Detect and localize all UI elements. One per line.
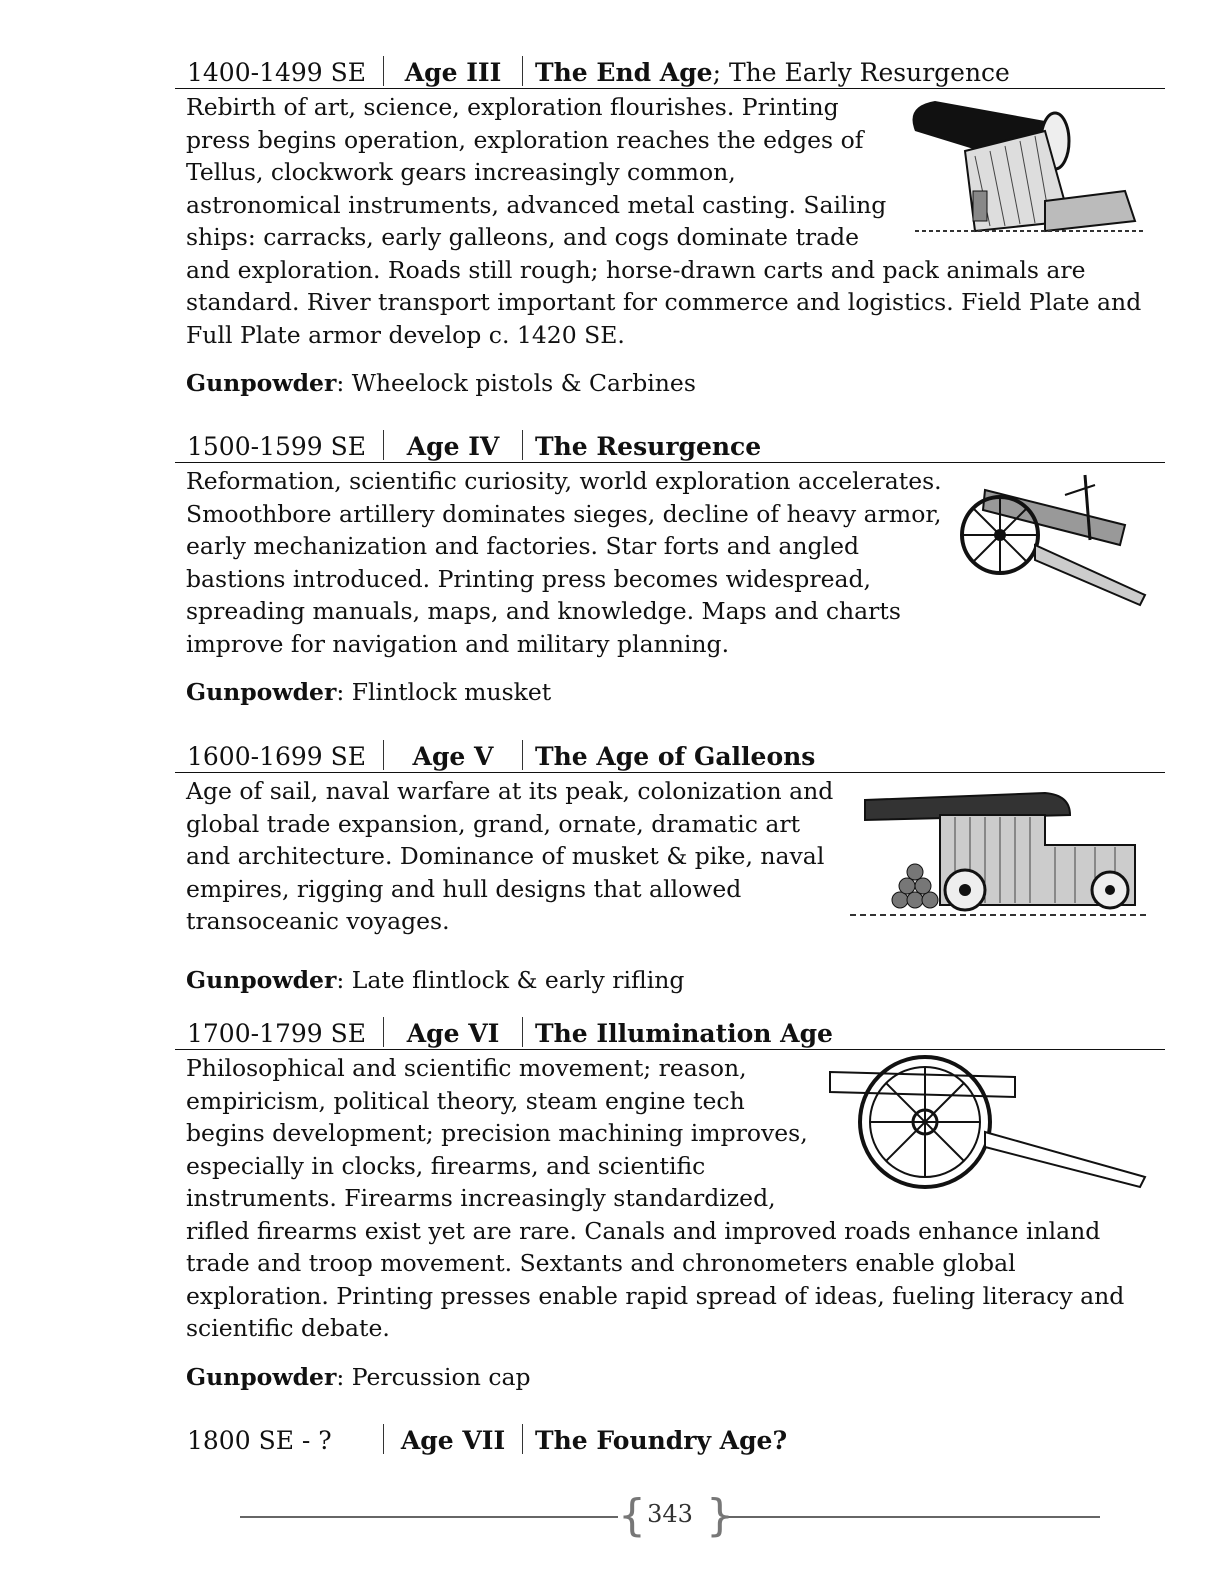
age-vii-section xyxy=(175,1424,1165,1456)
age-description: Age of sail, naval warfare at its peak, colonization and global trade expansion, grand, ornate, dramatic art and architecture. Dominance of musket & pike, naval empires, rigging and hull designs that allowed transoceanic voyages. xyxy=(186,775,1161,938)
age-years: 1600-1699 SE xyxy=(187,742,367,771)
footer-rule-right xyxy=(722,1516,1100,1518)
age-years: 1500-1599 SE xyxy=(187,432,367,461)
age-iv-section xyxy=(175,430,1165,708)
age-number: Age IV xyxy=(383,430,523,460)
page-footer xyxy=(240,1490,1100,1541)
field-cannon-illustration xyxy=(955,465,1155,615)
age-number: Age VI xyxy=(383,1017,523,1047)
gunpowder-line: Gunpowder: Percussion cap xyxy=(186,1362,531,1391)
age-name: The End Age; The Early Resurgence xyxy=(535,58,1010,87)
age-description: Philosophical and scientific movement; reason, empiricism, political theory, steam engine tech begins development; precision machining improves, especially in clocks, firearms, and scientific instruments. Firearms increasingly standardized, rifled firearms exist yet are rare. Canals and improved roads enhance inland trade and troop movement. Sextants and chronometers enable global exploration. Printing presses enable rapid spread of ideas, fueling literacy and scientific debate. xyxy=(186,1052,1161,1345)
gunpowder-line: Gunpowder: Wheelock pistols & Carbines xyxy=(186,369,696,397)
age-number: Age III xyxy=(383,56,523,86)
right-brace-icon: } xyxy=(706,1490,734,1541)
age-v-section xyxy=(175,740,1165,996)
age-v-header xyxy=(175,740,1165,773)
age-description: Reformation, scientific curiosity, world exploration accelerates. Smoothbore artillery dominates sieges, decline of heavy armor, early mechanization and factories. Star forts and angled bastions introduced. Printing press becomes widespread, spreading manuals, maps, and knowledge. Maps and charts improve for navigation and military planning. xyxy=(186,465,1161,660)
age-iii-section xyxy=(175,56,1165,399)
age-vii-header xyxy=(175,1424,1165,1456)
age-vi-section xyxy=(175,1017,1165,1393)
wheeled-cannon-illustration xyxy=(825,1052,1155,1192)
age-iii-header xyxy=(175,56,1165,89)
age-name: The Illumination Age xyxy=(535,1019,833,1048)
age-name: The Resurgence xyxy=(535,432,762,461)
gunpowder-line: Gunpowder: Late flintlock & early rifling xyxy=(186,965,685,994)
age-number: Age VII xyxy=(383,1424,523,1454)
page-number: 343 xyxy=(647,1500,693,1528)
age-years: 1800 SE - ? xyxy=(187,1426,332,1455)
age-name: The Foundry Age? xyxy=(535,1426,788,1455)
naval-cannon-illustration xyxy=(845,775,1155,925)
age-name: The Age of Galleons xyxy=(535,742,816,771)
mortar-cannon-illustration xyxy=(895,91,1155,241)
left-brace-icon: { xyxy=(618,1490,646,1541)
age-description: Rebirth of art, science, exploration flourishes. Printing press begins operation, exploration reaches the edges of Tellus, clockwork gears increasingly common, astronomical instruments, advanced metal casting. Sailing ships: carracks, early galleons, and cogs dominate trade and exploration. Roads still rough; horse-drawn carts and pack animals are standard. River transport important for commerce and logistics. Field Plate and Full Plate armor develop c. 1420 SE. xyxy=(186,91,1161,351)
age-years: 1400-1499 SE xyxy=(187,58,367,87)
age-years: 1700-1799 SE xyxy=(187,1019,367,1048)
footer-rule-left xyxy=(240,1516,618,1518)
age-number: Age V xyxy=(383,740,523,770)
age-vi-header xyxy=(175,1017,1165,1050)
gunpowder-line: Gunpowder: Flintlock musket xyxy=(186,678,552,706)
age-iv-header xyxy=(175,430,1165,463)
